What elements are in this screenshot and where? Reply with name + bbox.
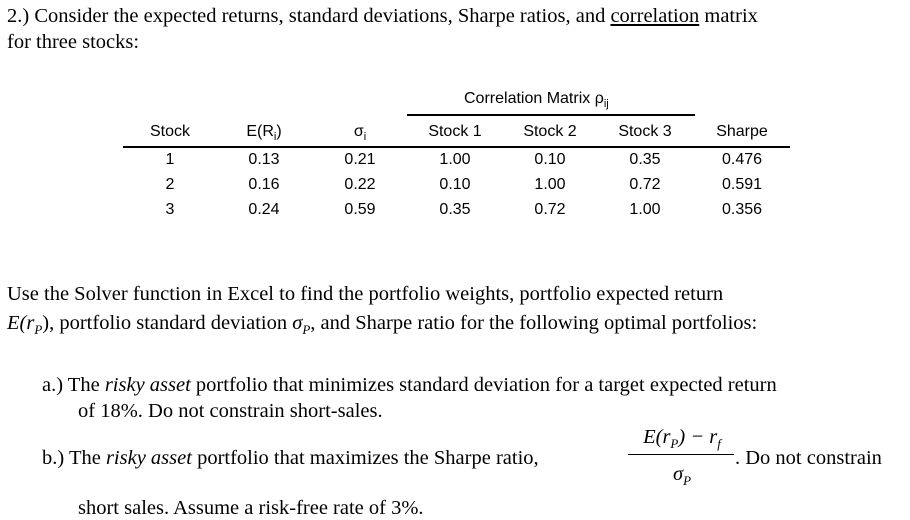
question-line-2: for three stocks: bbox=[7, 31, 140, 53]
cell-sharpe: 0.591 bbox=[721, 176, 763, 193]
cell-corr-2: 0.72 bbox=[534, 201, 566, 218]
cell-expected-return: 0.13 bbox=[248, 151, 280, 168]
cell-corr-3: 0.35 bbox=[629, 151, 661, 168]
question-line-1 bbox=[7, 4, 758, 28]
header-stock-2: Stock 2 bbox=[523, 123, 577, 140]
question-text-end: matrix bbox=[699, 5, 758, 27]
part-a-line-1: a.) The risky asset portfolio that minimizes standard deviation for a target expected return bbox=[42, 374, 777, 396]
correlation-link[interactable]: correlation bbox=[610, 5, 700, 27]
cell-corr-1: 1.00 bbox=[439, 151, 471, 168]
cell-corr-3: 0.72 bbox=[629, 176, 661, 193]
cell-corr-1: 0.35 bbox=[439, 201, 471, 218]
cell-expected-return: 0.16 bbox=[248, 176, 280, 193]
cell-corr-3: 1.00 bbox=[629, 201, 661, 218]
group-header-rule bbox=[407, 114, 695, 116]
cell-corr-2: 1.00 bbox=[534, 176, 566, 193]
header-expected-return: $E(R_i)$ bbox=[246, 123, 282, 144]
header-sigma: $\sigma_i$ bbox=[353, 123, 367, 144]
cell-corr-1: 0.10 bbox=[439, 176, 471, 193]
part-a-line-2: of 18%. Do not constrain short-sales. bbox=[78, 400, 383, 422]
correlation-matrix-header: Correlation Matrix $\rho_{ij}$ bbox=[464, 90, 609, 111]
instructions-line-2: $E(r_P)$, portfolio standard deviation $\sigma_P$, and Sharpe ratio for the following optimal portfolios: bbox=[7, 312, 758, 338]
cell-sigma: 0.22 bbox=[344, 176, 376, 193]
header-sharpe: Sharpe bbox=[716, 123, 768, 140]
header-stock-3: Stock 3 bbox=[618, 123, 672, 140]
part-b-line-2: short sales. Assume a risk-free rate of 3%. bbox=[78, 497, 424, 519]
sharpe-fraction-bar bbox=[628, 454, 734, 455]
cell-expected-return: 0.24 bbox=[248, 201, 280, 218]
header-stock-1: Stock 1 bbox=[428, 123, 482, 140]
instructions-line-1: Use the Solver function in Excel to find the portfolio weights, portfolio expected return bbox=[7, 283, 724, 305]
cell-sharpe: 0.356 bbox=[721, 201, 763, 218]
part-b-line-1-end: . Do not constrain bbox=[735, 447, 882, 469]
cell-sigma: 0.21 bbox=[344, 151, 376, 168]
cell-sharpe: 0.476 bbox=[721, 151, 763, 168]
sharpe-denominator: $\sigma_P$ bbox=[672, 463, 692, 489]
cell-sigma: 0.59 bbox=[344, 201, 376, 218]
sharpe-numerator: $E(r_P) - r_f$ bbox=[643, 426, 721, 452]
header-stock: Stock bbox=[149, 123, 190, 140]
header-rule bbox=[123, 146, 790, 148]
cell-stock: 2 bbox=[165, 176, 175, 193]
part-b-line-1: b.) The risky asset portfolio that maximizes the Sharpe ratio, bbox=[42, 447, 539, 469]
cell-corr-2: 0.10 bbox=[534, 151, 566, 168]
cell-stock: 1 bbox=[165, 151, 175, 168]
question-text: 2.) Consider the expected returns, standard deviations, Sharpe ratios, and bbox=[7, 5, 611, 27]
cell-stock: 3 bbox=[165, 201, 175, 218]
